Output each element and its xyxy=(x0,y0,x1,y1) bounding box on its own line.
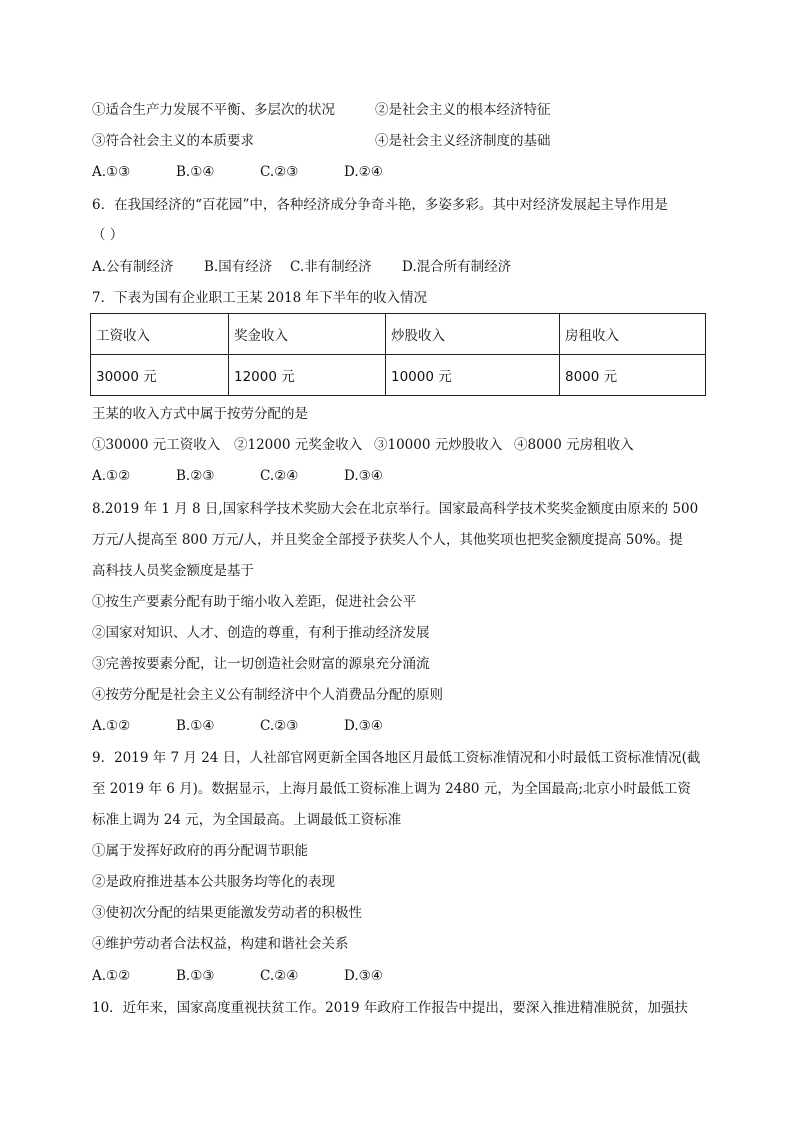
q8-item-1: ①按生产要素分配有助于缩小收入差距，促进社会公平 xyxy=(92,594,416,610)
prev-items-row-1 xyxy=(92,100,335,120)
option-c: C.②③ xyxy=(260,164,299,180)
q7-item-1: ①30000 元工资收入 xyxy=(92,437,221,453)
option-d: D.③④ xyxy=(344,968,383,984)
option-b: B.②③ xyxy=(176,468,215,484)
table-cell: 30000 元 xyxy=(91,355,229,396)
prev-items-row-1b xyxy=(375,100,551,120)
option-b: B.①④ xyxy=(176,718,215,734)
q9-stem-line-2: 至 2019 年 6 月)。数据显示，上海月最低工资标准上调为 2480 元，为全国最高;北京小时最低工资 xyxy=(92,781,691,797)
prev-item-2: ②是社会主义的根本经济特征 xyxy=(375,102,551,118)
prev-item-3: ③符合社会主义的本质要求 xyxy=(92,133,254,149)
prev-options xyxy=(92,162,383,182)
table-row xyxy=(91,355,706,396)
option-b: B.①④ xyxy=(176,164,215,180)
q9-stem-line-1: 9．2019 年 7 月 24 日，人社部官网更新全国各地区月最低工资标准情况和小时最低工资标准情况(截 xyxy=(92,750,701,766)
q8-stem-line-1: 8.2019 年 1 月 8 日,国家科学技术奖励大会在北京举行。国家最高科学技术奖奖金额度由原来的 500 xyxy=(92,501,699,517)
q9-item-3: ③使初次分配的结果更能激发劳动者的积极性 xyxy=(92,905,362,921)
table-header-cell: 炒股收入 xyxy=(386,314,560,355)
table-header-cell: 房租收入 xyxy=(560,314,706,355)
q9-options xyxy=(92,966,383,986)
option-a: A.①② xyxy=(92,718,131,734)
q9-item-2: ②是政府推进基本公共服务均等化的表现 xyxy=(92,874,335,890)
q7-item-3: ③10000 元炒股收入 xyxy=(374,437,503,453)
q7-options xyxy=(92,466,383,486)
option-a: A.①② xyxy=(92,968,131,984)
table-header-cell: 奖金收入 xyxy=(229,314,386,355)
option-a: A.①③ xyxy=(92,164,131,180)
option-d: D.混合所有制经济 xyxy=(402,259,512,275)
q7-question: 王某的收入方式中属于按劳分配的是 xyxy=(92,406,308,422)
prev-items-row-2b xyxy=(375,131,551,151)
q8-item-2: ②国家对知识、人才、创造的尊重，有利于推动经济发展 xyxy=(92,625,430,641)
q8-item-4: ④按劳分配是社会主义公有制经济中个人消费品分配的原则 xyxy=(92,687,443,703)
q9-stem-line-3: 标准上调为 24 元，为全国最高。上调最低工资标准 xyxy=(92,812,402,828)
prev-item-1: ①适合生产力发展不平衡、多层次的状况 xyxy=(92,102,335,118)
option-b: B.①③ xyxy=(176,968,215,984)
option-c: C.②③ xyxy=(260,718,299,734)
option-b: B.国有经济 xyxy=(204,259,273,275)
income-table xyxy=(90,313,706,396)
q7-item-2: ②12000 元奖金收入 xyxy=(234,437,363,453)
option-a: A.①② xyxy=(92,468,131,484)
q6-stem-line-2: （ ） xyxy=(92,227,124,243)
table-cell: 12000 元 xyxy=(229,355,386,396)
option-d: D.②④ xyxy=(344,164,383,180)
prev-items-row-2 xyxy=(92,131,254,151)
q8-options xyxy=(92,716,383,736)
q9-item-1: ①属于发挥好政府的再分配调节职能 xyxy=(92,843,308,859)
q6-stem-line-1: 6．在我国经济的“百花园”中，各种经济成分争奇斗艳，多姿多彩。其中对经济发展起主导作用是 xyxy=(92,197,668,213)
table-cell: 10000 元 xyxy=(386,355,560,396)
option-d: D.③④ xyxy=(344,718,383,734)
q7-items xyxy=(92,435,634,455)
q7-item-4: ④8000 元房租收入 xyxy=(514,437,634,453)
table-header-cell: 工资收入 xyxy=(91,314,229,355)
table-cell: 8000 元 xyxy=(560,355,706,396)
q8-item-3: ③完善按要素分配，让一切创造社会财富的源泉充分涌流 xyxy=(92,656,430,672)
q10-stem-line-1: 10．近年来，国家高度重视扶贫工作。2019 年政府工作报告中提出，要深入推进精准脱贫，加强扶 xyxy=(92,1000,688,1016)
q8-stem-line-3: 高科技人员奖金额度是基于 xyxy=(92,563,254,579)
option-c: C.②④ xyxy=(260,468,299,484)
q9-item-4: ④维护劳动者合法权益，构建和谐社会关系 xyxy=(92,936,349,952)
option-c: C.②④ xyxy=(260,968,299,984)
option-d: D.③④ xyxy=(344,468,383,484)
q7-stem: 7．下表为国有企业职工王某 2018 年下半年的收入情况 xyxy=(92,290,428,306)
table-header-row xyxy=(91,314,706,355)
option-c: C.非有制经济 xyxy=(290,259,372,275)
q8-stem-line-2: 万元/人提高至 800 万元/人，并且奖金全部授予获奖人个人，其他奖项也把奖金额度提高 50%。提 xyxy=(92,532,683,548)
prev-item-4: ④是社会主义经济制度的基础 xyxy=(375,133,551,149)
option-a: A.公有制经济 xyxy=(92,259,174,275)
q6-options xyxy=(92,257,511,277)
